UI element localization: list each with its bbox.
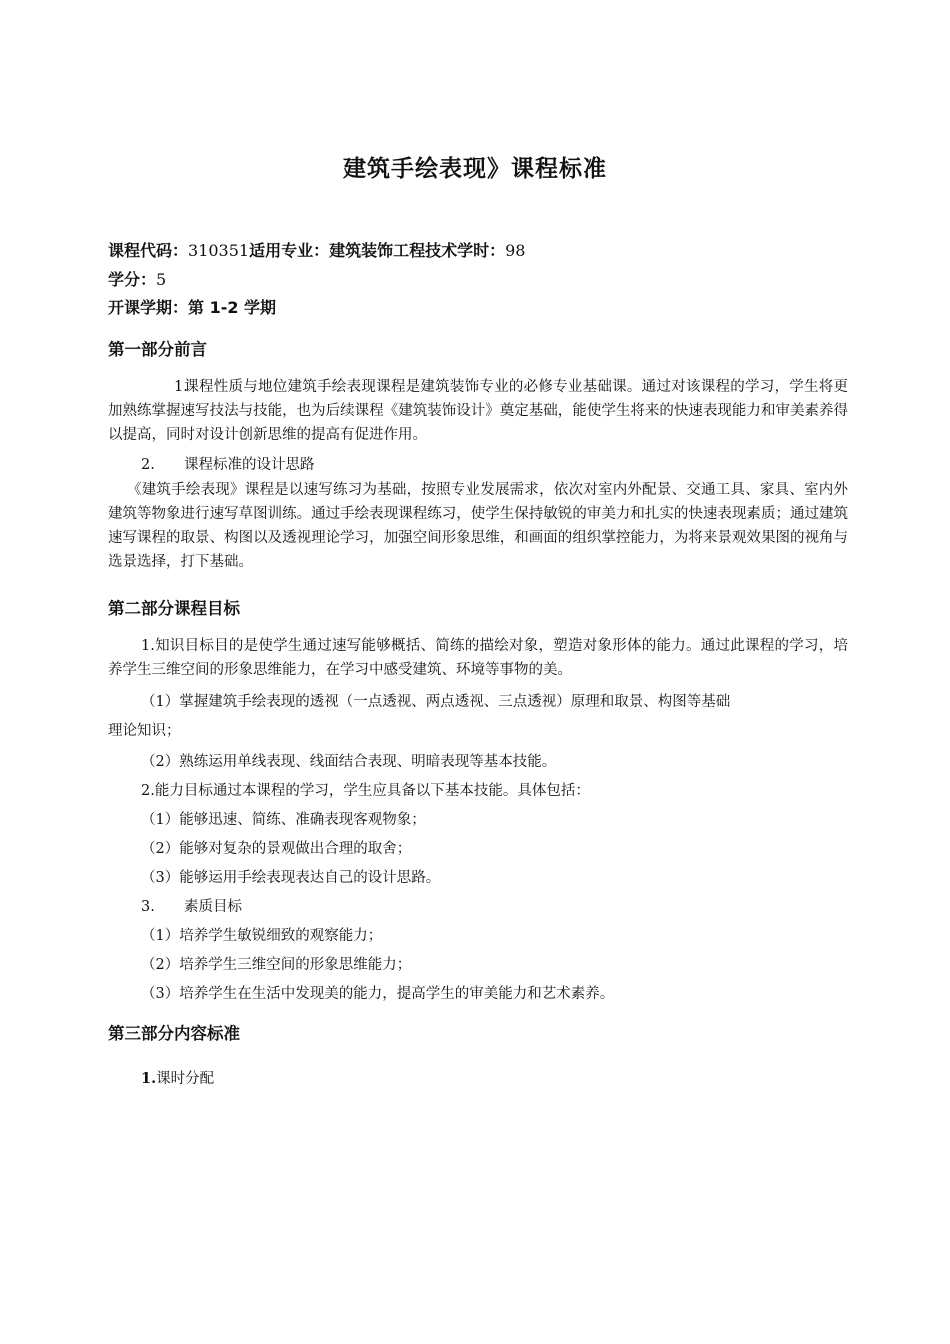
course-code-value: 310351	[188, 241, 250, 260]
hours-allocation-heading	[141, 1067, 214, 1088]
term-line: 开课学期：第 1-2 学期	[108, 298, 277, 317]
part1-item1-num: 1.	[174, 379, 188, 395]
hours-value: 98	[505, 241, 526, 260]
quality-goal-heading	[141, 895, 242, 916]
quality-goal-item-3: （3）培养学生在生活中发现美的能力，提高学生的审美能力和艺术素养。	[141, 986, 615, 1002]
credit-value: 5	[156, 270, 167, 289]
part1-item2	[141, 453, 315, 474]
knowledge-goal-item-2: （2）熟练运用单线表现、线面结合表现、明暗表现等基本技能。	[141, 754, 557, 770]
hours-allocation-text: 课时分配	[156, 1071, 215, 1087]
part1-item2-num: 2.	[141, 457, 155, 473]
hours-allocation-num: 1.	[141, 1070, 157, 1087]
quality-goal-item-2: （2）培养学生三维空间的形象思维能力；	[141, 957, 412, 973]
quality-goal-item-1: （1）培养学生敏锐细致的观察能力；	[141, 928, 383, 944]
part1-item1	[108, 375, 848, 447]
knowledge-goal-item-1-line2: 理论知识；	[108, 723, 181, 739]
major-label: 适用专业：建筑装饰工程技术学时：	[249, 241, 506, 260]
part2-heading: 第二部分课程目标	[108, 599, 240, 618]
course-code-label: 课程代码：	[108, 241, 189, 260]
credit-line	[108, 267, 166, 290]
part3-heading: 第三部分内容标准	[108, 1024, 240, 1043]
credit-label: 学分：	[108, 270, 157, 289]
quality-goal-num: 3.	[141, 899, 155, 915]
ability-goal-item-1: （1）能够迅速、简练、准确表现客观物象；	[141, 812, 426, 828]
ability-goal-heading: 2.能力目标通过本课程的学习，学生应具备以下基本技能。具体包括：	[141, 783, 590, 799]
ability-goal-item-2: （2）能够对复杂的景观做出合理的取舍；	[141, 841, 412, 857]
course-info-line	[108, 238, 525, 261]
ability-goal-item-3: （3）能够运用手绘表现表达自己的设计思路。	[141, 870, 441, 886]
knowledge-goal-item-1-line1: （1）掌握建筑手绘表现的透视（一点透视、两点透视、三点透视）原理和取景、构图等基础	[141, 694, 731, 710]
part1-item1-text: 课程性质与地位建筑手绘表现课程是建筑装饰专业的必修专业基础课。通过对该课程的学习，学生将更加熟练掌握速写技法与技能，也为后续课程《建筑装饰设计》奠定基础，能使学生将来的快速表现能力和审美素养得以提高，同时对设计创新思维的提高有促进作用。	[108, 379, 848, 443]
part1-heading: 第一部分前言	[108, 340, 207, 359]
document-title: 建筑手绘表现》课程标准	[343, 156, 607, 182]
knowledge-goal-paragraph: 1.知识目标目的是使学生通过速写能够概括、简练的描绘对象，塑造对象形体的能力。通过此课程的学习，培养学生三维空间的形象思维能力，在学习中感受建筑、环境等事物的美。	[108, 638, 848, 678]
quality-goal-text: 素质目标	[184, 899, 242, 915]
part1-item2-paragraph: 《建筑手绘表现》课程是以速写练习为基础，按照专业发展需求，依次对室内外配景、交通工具、家具、室内外建筑等物象进行速写草图训练。通过手绘表现课程练习，使学生保持敏锐的审美力和扎实的快速表现素质；通过建筑速写课程的取景、构图以及透视理论学习，加强空间形象思维，和画面的组织掌控能力，为将来景观效果图的视角与选景选择，打下基础。	[108, 482, 848, 570]
part1-item2-text: 课程标准的设计思路	[184, 457, 315, 473]
